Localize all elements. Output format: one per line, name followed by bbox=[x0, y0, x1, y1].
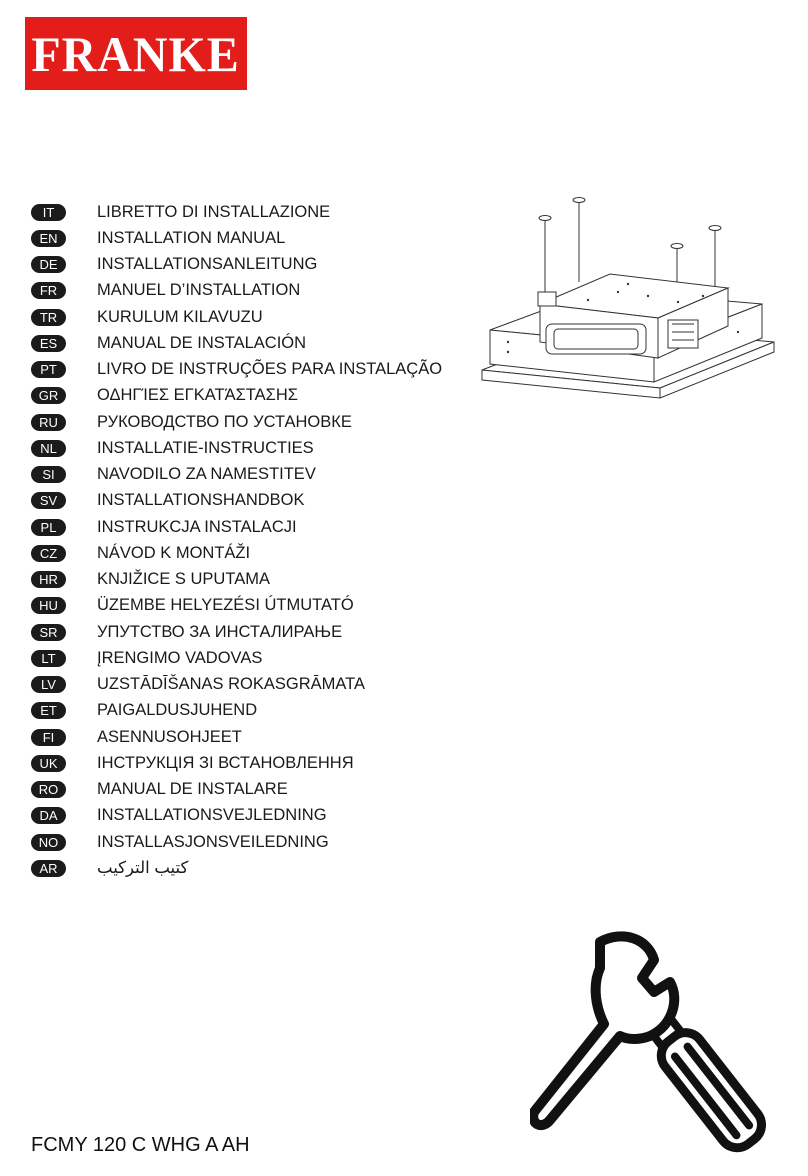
manual-title: MANUAL DE INSTALARE bbox=[97, 780, 288, 799]
manual-title: РУКОВОДСТВО ПО УСТАНОВКЕ bbox=[97, 412, 352, 431]
language-code-badge: LT bbox=[31, 650, 66, 667]
language-item-hr bbox=[31, 567, 442, 593]
manual-title: LIVRO DE INSTRUÇÕES PARA INSTALAÇÃO bbox=[97, 360, 443, 379]
language-item-gr bbox=[31, 383, 442, 409]
manual-title: PAIGALDUSJUHEND bbox=[97, 701, 258, 720]
language-code-badge: TR bbox=[31, 309, 66, 326]
language-item-pt bbox=[31, 357, 442, 383]
manual-title: KNJIŽICE S UPUTAMA bbox=[97, 570, 270, 589]
manual-title: KURULUM KILAVUZU bbox=[97, 307, 263, 326]
logo-text: FRANKE bbox=[31, 25, 241, 82]
manual-title: MANUAL DE INSTALACIÓN bbox=[97, 333, 307, 352]
language-code-badge: IT bbox=[31, 204, 66, 221]
language-code-badge: FR bbox=[31, 282, 66, 299]
language-code-badge: LV bbox=[31, 676, 66, 693]
language-list bbox=[31, 199, 442, 882]
manual-title: NAVODILO ZA NAMESTITEV bbox=[97, 465, 316, 484]
language-item-fr bbox=[31, 278, 442, 304]
language-code-badge: RO bbox=[31, 781, 66, 798]
manual-title: NÁVOD K MONTÁŽI bbox=[97, 543, 251, 562]
language-code-badge: CZ bbox=[31, 545, 66, 562]
ceiling-hood-illustration bbox=[478, 192, 778, 412]
language-item-lv bbox=[31, 672, 442, 698]
language-item-sr bbox=[31, 619, 442, 645]
manual-title: ΟΔΗΓΊΕΣ ΕΓΚΑΤΆΣΤΑΣΗΣ bbox=[97, 386, 298, 405]
manual-title: INSTALLATIE-INSTRUCTIES bbox=[97, 438, 314, 457]
language-item-es bbox=[31, 330, 442, 356]
language-code-badge: NO bbox=[31, 834, 66, 851]
language-item-tr bbox=[31, 304, 442, 330]
language-code-badge: SV bbox=[31, 492, 66, 509]
model-number: FCMY 120 C WHG A AH bbox=[31, 1134, 250, 1156]
manual-title: UZSTĀDĪŠANAS ROKASGRĀMATA bbox=[97, 675, 366, 694]
language-code-badge: HU bbox=[31, 597, 66, 614]
language-item-it bbox=[31, 199, 442, 225]
manual-title: УПУТСТВО ЗА ИНСТАЛИРАЊЕ bbox=[97, 622, 343, 641]
language-code-badge: AR bbox=[31, 860, 66, 877]
language-code-badge: SR bbox=[31, 624, 66, 641]
manual-title: INSTALLATIONSVEJLEDNING bbox=[97, 806, 327, 825]
language-item-nl bbox=[31, 435, 442, 461]
language-item-fi bbox=[31, 724, 442, 750]
manual-title: LIBRETTO DI INSTALLAZIONE bbox=[97, 202, 331, 221]
language-code-badge: UK bbox=[31, 755, 66, 772]
language-code-badge: ES bbox=[31, 335, 66, 352]
language-code-badge: GR bbox=[31, 387, 66, 404]
language-item-da bbox=[31, 803, 442, 829]
language-code-badge: SI bbox=[31, 466, 66, 483]
language-code-badge: FI bbox=[31, 729, 66, 746]
language-code-badge: PT bbox=[31, 361, 66, 378]
language-code-badge: EN bbox=[31, 230, 66, 247]
language-item-si bbox=[31, 462, 442, 488]
language-item-ro bbox=[31, 777, 442, 803]
manual-title: كتيب التركيب bbox=[97, 859, 189, 878]
manual-title: ÜZEMBE HELYEZÉSI ÚTMUTATÓ bbox=[97, 596, 354, 615]
language-item-de bbox=[31, 252, 442, 278]
language-item-cz bbox=[31, 540, 442, 566]
language-code-badge: DA bbox=[31, 807, 66, 824]
language-item-ar bbox=[31, 855, 442, 881]
language-code-badge: DE bbox=[31, 256, 66, 273]
language-code-badge: ET bbox=[31, 702, 66, 719]
language-item-uk bbox=[31, 750, 442, 776]
franke-logo bbox=[25, 17, 247, 90]
language-code-badge: NL bbox=[31, 440, 66, 457]
language-code-badge: RU bbox=[31, 414, 66, 431]
manual-title: ІНСТРУКЦІЯ ЗІ ВСТАНОВЛЕННЯ bbox=[97, 753, 354, 772]
language-code-badge: PL bbox=[31, 519, 66, 536]
manual-title: INSTRUKCJA INSTALACJI bbox=[97, 517, 297, 536]
manual-title: INSTALLATION MANUAL bbox=[97, 228, 286, 247]
manual-title: INSTALLASJONSVEILEDNING bbox=[97, 832, 329, 851]
wrench-screwdriver-icon bbox=[530, 920, 800, 1170]
manual-title: INSTALLATIONSHANDBOK bbox=[97, 491, 305, 510]
language-item-en bbox=[31, 225, 442, 251]
language-item-pl bbox=[31, 514, 442, 540]
manual-title: ĮRENGIMO VADOVAS bbox=[97, 648, 263, 667]
language-code-badge: HR bbox=[31, 571, 66, 588]
manual-title: INSTALLATIONSANLEITUNG bbox=[97, 255, 318, 274]
language-item-sv bbox=[31, 488, 442, 514]
manual-title: MANUEL D’INSTALLATION bbox=[97, 281, 301, 300]
manual-title: ASENNUSOHJEET bbox=[97, 727, 242, 746]
language-item-no bbox=[31, 829, 442, 855]
language-item-lt bbox=[31, 645, 442, 671]
language-item-et bbox=[31, 698, 442, 724]
language-item-hu bbox=[31, 593, 442, 619]
language-item-ru bbox=[31, 409, 442, 435]
